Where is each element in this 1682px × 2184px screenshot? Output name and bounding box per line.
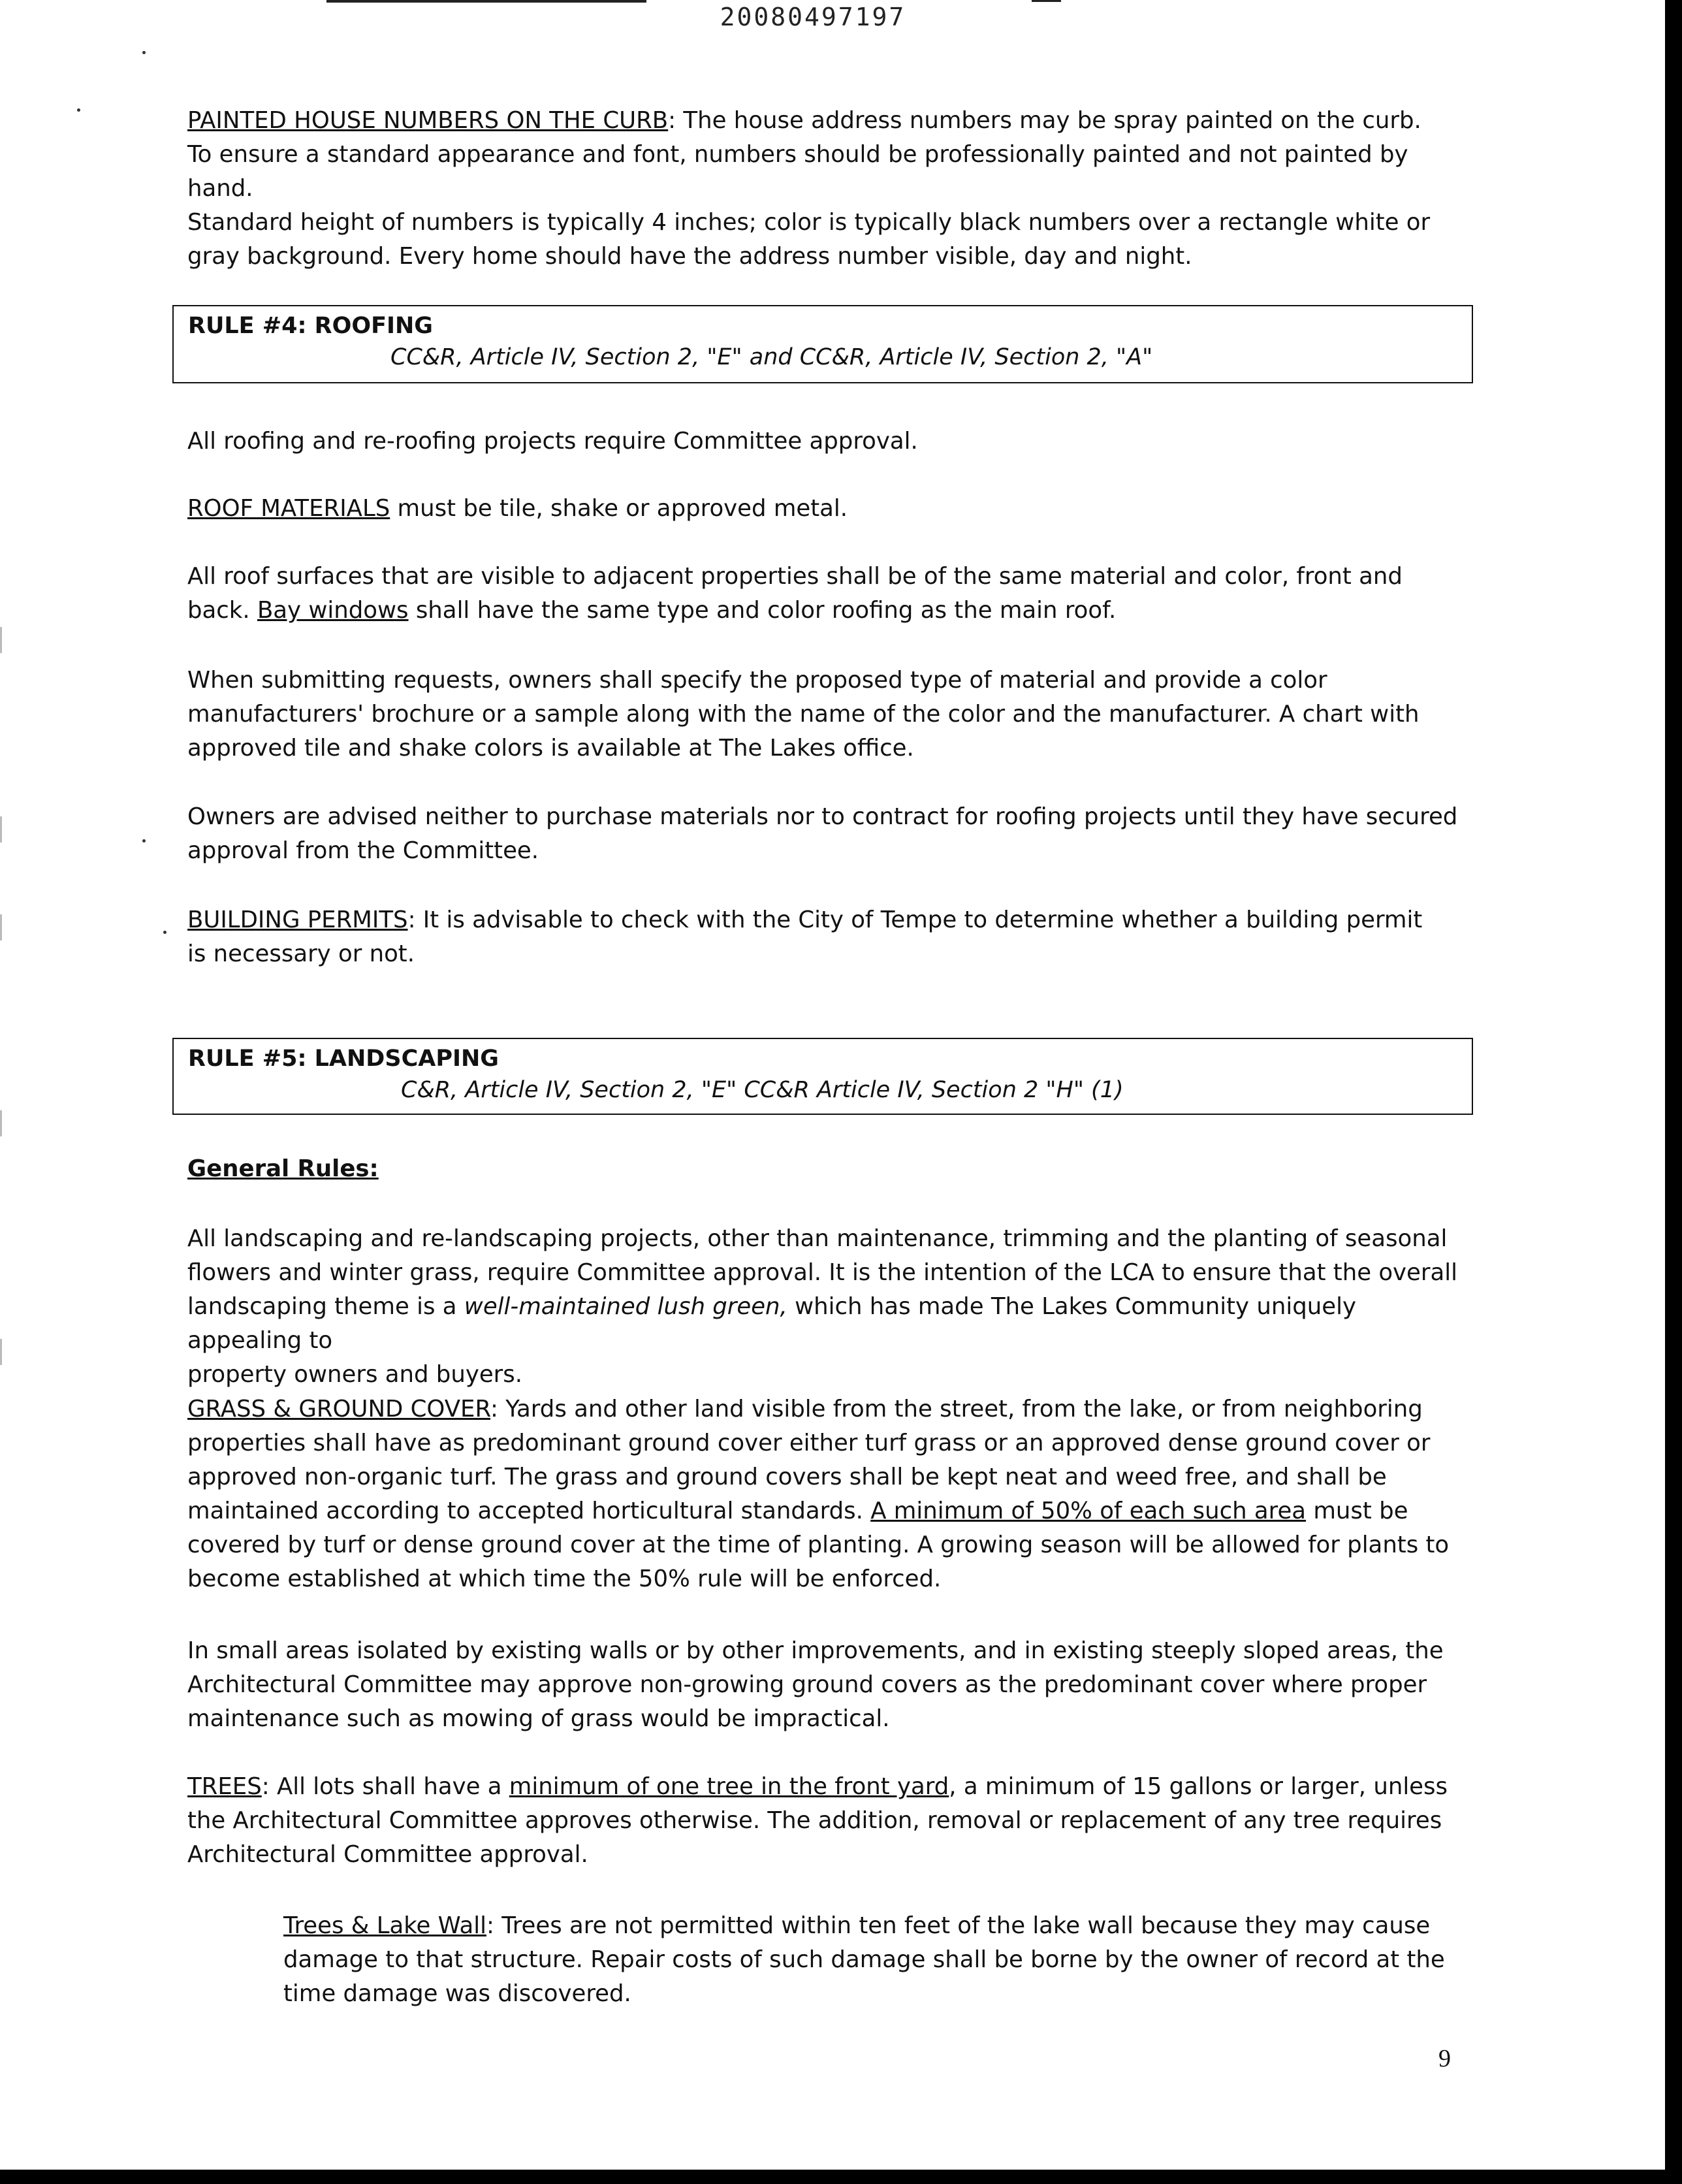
text-line: approved tile and shake colors is available at The Lakes office. — [187, 735, 914, 762]
house-numbers-heading: PAINTED HOUSE NUMBERS ON THE CURB — [187, 107, 669, 134]
scan-speck — [77, 108, 80, 112]
text-line: All roof surfaces that are visible to adjacent properties shall be of the same material and color, front and — [187, 563, 1403, 590]
trees-lake-wall-paragraph — [283, 1909, 1459, 2011]
text-line: approved non-organic turf. The grass and ground covers shall be kept neat and weed free, and shall be — [187, 1464, 1387, 1490]
document-number: 20080497197 — [720, 3, 906, 31]
text-line: Architectural Committee may approve non-growing ground covers as the predominant cover where proper — [187, 1671, 1427, 1698]
text-line: All landscaping and re-landscaping projects, other than maintenance, trimming and the planting of seasonal — [187, 1225, 1448, 1252]
scan-edge-mark — [0, 1339, 2, 1365]
text-span: landscaping theme is a — [187, 1293, 464, 1320]
text-line: damage to that structure. Repair costs of such damage shall be borne by the owner of record at the — [283, 1946, 1445, 1973]
text-line: covered by turf or dense ground cover at the time of planting. A growing season will be allowed for plants to — [187, 1532, 1450, 1558]
roof-materials-paragraph — [187, 492, 1461, 526]
text-line: maintenance such as mowing of grass would be impractical. — [187, 1705, 890, 1732]
building-permits-paragraph — [187, 903, 1461, 971]
text-line — [187, 1494, 1461, 1528]
scan-speck — [163, 931, 167, 934]
scan-right-border — [1665, 0, 1682, 2184]
scan-edge-mark — [0, 914, 2, 940]
rule-4-reference: CC&R, Article IV, Section 2, "E" and CC&R, Article IV, Section 2, "A" — [390, 344, 1153, 370]
advice-paragraph — [187, 800, 1461, 868]
scan-edge-mark — [0, 816, 2, 843]
text-line — [187, 1770, 1461, 1804]
text-line: time damage was discovered. — [283, 1980, 631, 2007]
text-line: Architectural Committee approval. — [187, 1841, 588, 1868]
rule-4-box — [172, 305, 1473, 383]
rule-4-title: RULE #4: ROOFING — [188, 313, 434, 339]
grass-ground-cover-heading: GRASS & GROUND COVER — [187, 1396, 491, 1422]
text-line — [187, 1290, 1461, 1358]
text-line: To ensure a standard appearance and font, numbers should be professionally painted and not painted by hand. — [187, 141, 1408, 202]
roof-surfaces-paragraph — [187, 560, 1461, 628]
scan-speck — [142, 839, 146, 843]
text-span: : It is advisable to check with the City of Tempe to determine whether a building permit — [407, 907, 1423, 933]
text-span: must be tile, shake or approved metal. — [390, 495, 848, 522]
text-line: gray background. Every home should have the address number visible, day and night. — [187, 243, 1192, 270]
trees-paragraph — [187, 1770, 1461, 1872]
grass-ground-cover-paragraph — [187, 1392, 1461, 1596]
page-number: 9 — [1438, 2045, 1451, 2072]
text-span: : The house address numbers may be spray painted on the curb. — [668, 107, 1421, 134]
text-line — [187, 903, 1461, 937]
text-span: must be — [1306, 1498, 1408, 1524]
text-span: : Yards and other land visible from the street, from the lake, or from neighboring — [490, 1396, 1423, 1422]
scan-top-line-right — [1032, 0, 1061, 2]
minimum-area-term: A minimum of 50% of each such area — [870, 1498, 1307, 1524]
text-line — [187, 1392, 1461, 1426]
text-line: properties shall have as predominant ground cover either turf grass or an approved dense ground cover or — [187, 1430, 1431, 1456]
scan-edge-mark — [0, 1110, 2, 1136]
text-line: manufacturers' brochure or a sample along with the name of the color and the manufacturer. A chart with — [187, 701, 1420, 728]
rule-5-box — [172, 1038, 1473, 1115]
bay-windows-term: Bay windows — [257, 597, 409, 624]
text-line: In small areas isolated by existing walls or by other improvements, and in existing steeply sloped areas, the — [187, 1637, 1444, 1664]
emphasis-text: well-maintained lush green, — [464, 1293, 787, 1320]
roof-materials-heading: ROOF MATERIALS — [187, 495, 390, 522]
text-line: is necessary or not. — [187, 940, 415, 967]
text-span: : Trees are not permitted within ten feet of the lake wall because they may cause — [486, 1912, 1431, 1939]
roofing-approval: All roofing and re-roofing projects require Committee approval. — [187, 428, 918, 455]
text-line: Owners are advised neither to purchase materials nor to contract for roofing projects until they have secured — [187, 803, 1458, 830]
scan-bottom-border — [0, 2170, 1682, 2184]
text-line: become established at which time the 50% rule will be enforced. — [187, 1566, 942, 1592]
text-span: : All lots shall have a — [261, 1773, 509, 1800]
text-line: property owners and buyers. — [187, 1361, 523, 1388]
rule-5-title: RULE #5: LANDSCAPING — [188, 1046, 500, 1072]
text-line — [187, 594, 1461, 628]
text-line: Standard height of numbers is typically 4 inches; color is typically black numbers over a rectangle white or — [187, 209, 1431, 236]
text-span: shall have the same type and color roofing as the main roof. — [408, 597, 1117, 624]
text-span: back. — [187, 597, 257, 624]
rule-5-reference: C&R, Article IV, Section 2, "E" CC&R Article IV, Section 2 "H" (1) — [401, 1077, 1124, 1103]
scan-edge-mark — [0, 627, 2, 653]
text-line: When submitting requests, owners shall specify the proposed type of material and provide a color — [187, 667, 1327, 694]
general-rules-heading: General Rules: — [187, 1155, 379, 1182]
text-line: approval from the Committee. — [187, 837, 539, 864]
text-line — [187, 104, 1461, 138]
text-line — [283, 1909, 1459, 1943]
text-span: , a minimum of 15 gallons or larger, unless — [949, 1773, 1448, 1800]
text-line: flowers and winter grass, require Committee approval. It is the intention of the LCA to ensure that the overall — [187, 1259, 1457, 1286]
small-areas-paragraph — [187, 1634, 1461, 1736]
house-numbers-paragraph — [187, 104, 1461, 274]
text-span: maintained according to accepted horticultural standards. — [187, 1498, 871, 1524]
text-span: which has made The Lakes Community uniquely appealing to — [187, 1293, 1356, 1354]
text-line: the Architectural Committee approves otherwise. The addition, removal or replacement of any tree requires — [187, 1807, 1442, 1834]
trees-lake-wall-heading: Trees & Lake Wall — [283, 1912, 486, 1939]
front-yard-tree-term: minimum of one tree in the front yard — [509, 1773, 949, 1800]
requests-paragraph — [187, 664, 1461, 765]
trees-heading: TREES — [187, 1773, 262, 1800]
general-rules-paragraph — [187, 1222, 1461, 1392]
scan-speck — [142, 51, 146, 54]
building-permits-heading: BUILDING PERMITS — [187, 907, 408, 933]
